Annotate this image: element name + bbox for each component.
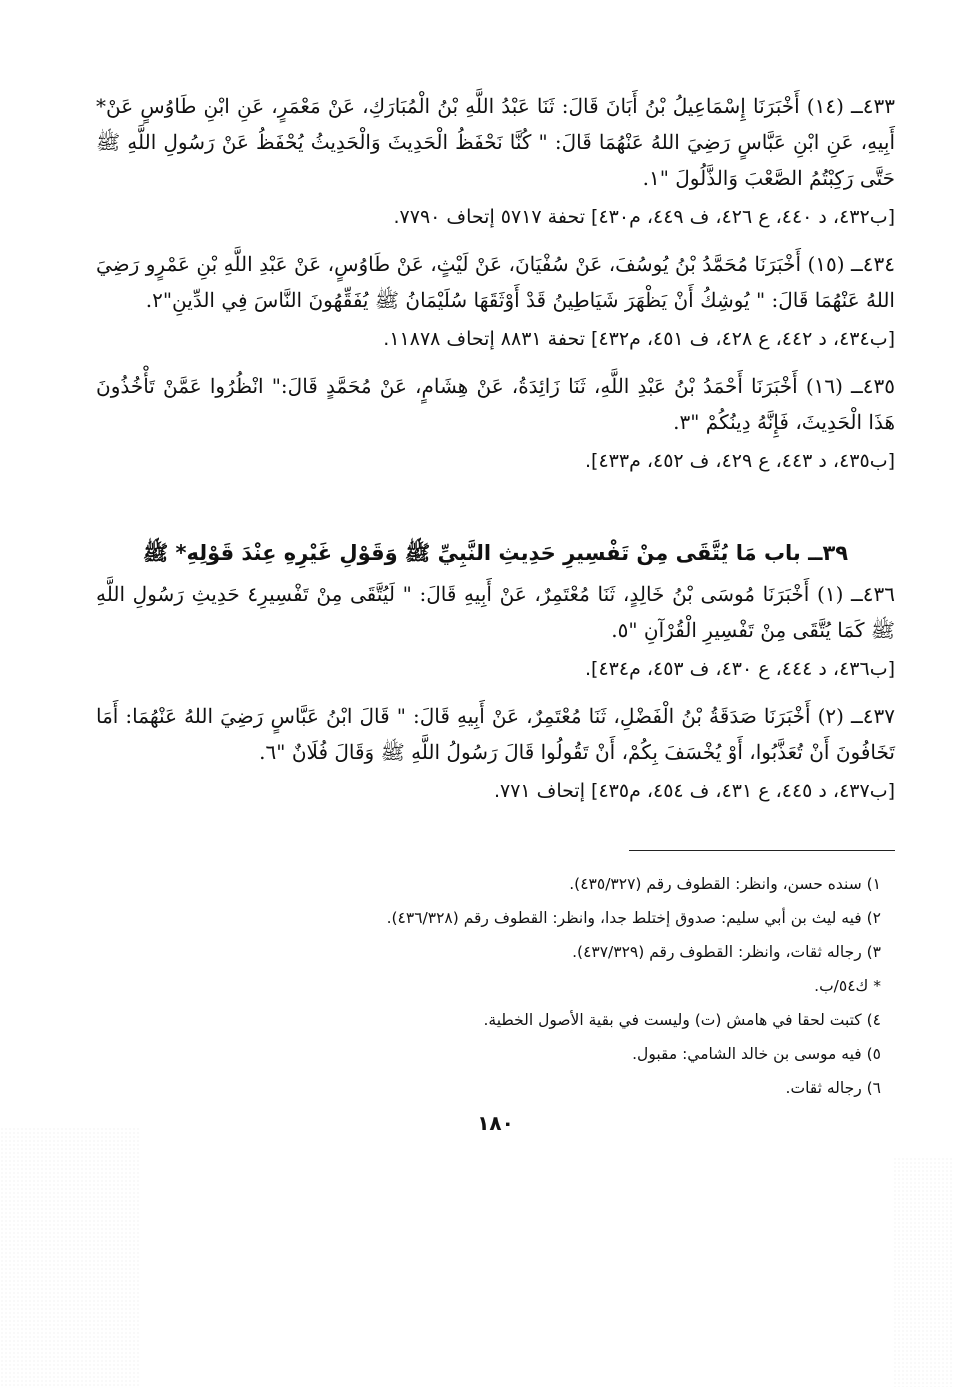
- hadith-text: ٤٣٣ــ (١٤) أَخْبَرَنَا إِسْمَاعِيلُ بْنُ أَبَانَ قَالَ: ثَنَا عَبْدُ اللَّهِ بْنُ الْمُبَارَكِ، عَنْ مَعْمَرٍ، عَنِ ابْنِ طَاوُسٍ عَنْ* أَبِيهِ، عَنِ ابْنِ عَبَّاسٍ رَضِيَ اللهُ عَنْهُمَا قَالَ: " كُنَّا نَحْفَظُ الْحَدِيثَ وَالْحَدِيثُ يُحْفَظُ عَنْ رَسُولِ اللَّهِ ﷺ حَتَّى رَكِبْتُمُ الصَّعْبَ وَالذَّلُولَ "١.: [96, 94, 895, 190]
- hadith-reference: [ب٤٣٤، د ٤٤٢، ع ٤٢٨، ف ٤٥١، م٤٣٢] تحفة ٨٨٣١ إتحاف ١١٨٧٨.: [383, 328, 895, 350]
- hadith-text: ٤٣٤ــ (١٥) أَخْبَرَنَا مُحَمَّدُ بْنُ يُوسُفَ، عَنْ سُفْيَانَ، عَنْ لَيْثٍ، عَنْ طَاوُسٍ، عَنْ عَبْدِ اللَّهِ بْنِ عَمْرٍو رَضِيَ اللهُ عَنْهُمَا قَالَ: " يُوشِكُ أَنْ يَظْهَرَ شَيَاطِينُ قَدْ أَوْثَقَهَا سُلَيْمَانُ ﷺ يُفَقِّهُونَ النَّاسَ فِي الدِّينِ"٢.: [96, 252, 895, 312]
- footnote-divider: [629, 850, 895, 851]
- hadith-reference: [ب٤٣٥، د ٤٤٣، ع ٤٢٩، ف ٤٥٢، م٤٣٣].: [585, 450, 895, 472]
- footnote: ٤) كتبت لحقا في هامش (ت) وليست في بقية الأصول الخطية.: [483, 1011, 881, 1029]
- paper-texture: [0, 1127, 140, 1387]
- hadith-reference: [ب٤٣٧، د ٤٤٥، ع ٤٣١، ف ٤٥٤، م٤٣٥] إتحاف ٧٧١.: [493, 780, 895, 802]
- footnote: ٦) رجاله ثقات.: [785, 1079, 881, 1097]
- hadith-text: ٤٣٥ــ (١٦) أَخْبَرَنَا أَحْمَدُ بْنُ عَبْدِ اللَّهِ، ثَنَا زَائِدَةُ، عَنْ هِشَامٍ، عَنْ مُحَمَّدٍ قَالَ:" انْظُرُوا عَمَّنْ تَأْخُذُونَ هَذَا الْحَدِيثَ، فَإِنَّهُ دِينُكُمْ "٣.: [96, 374, 895, 434]
- hadith-block: [96, 88, 895, 234]
- hadith-reference: [ب٤٣٢، د ٤٤٠، ع ٤٢٦، ف ٤٤٩، م٤٣٠] تحفة ٥٧١٧ إتحاف ٧٧٩٠.: [393, 206, 895, 228]
- chapter-heading: ٣٩ــ باب مَا يُتَّقَى مِنْ تَفْسِيرِ حَدِيثِ النَّبِيِّ ﷺ وَقَوْلِ غَيْرِهِ عِنْدَ قَوْلِهِ* ﷺ: [142, 541, 849, 565]
- hadith-text: ٤٣٦ــ (١) أَخْبَرَنَا مُوسَى بْنُ خَالِدٍ، ثَنَا مُعْتَمِرٌ، عَنْ أَبِيهِ قَالَ: " لَيُتَّقَى مِنْ تَفْسِيرِ٤ حَدِيثِ رَسُولِ اللَّهِ ﷺ كَمَا يُتَّقَى مِنْ تَفْسِيرِ الْقُرْآنِ "٥.: [96, 582, 895, 642]
- hadith-block: [96, 246, 895, 356]
- hadith-block: [96, 576, 895, 686]
- hadith-block: [96, 368, 895, 478]
- paper-texture: [893, 1157, 953, 1387]
- footnote: * ك٥٤/ب.: [814, 977, 881, 995]
- footnote: ٢) فيه ليث بن أبي سليم: صدوق إختلط جدا، وانظر: القطوف رقم (٤٣٦/٣٢٨).: [386, 909, 881, 927]
- hadith-block: [96, 698, 895, 808]
- hadith-reference: [ب٤٣٦، د ٤٤٤، ع ٤٣٠، ف ٤٥٣، م٤٣٤].: [585, 658, 895, 680]
- page-number: ١٨٠: [477, 1111, 514, 1135]
- footnotes: [96, 867, 881, 1105]
- footnote: ١) سنده حسن، وانظر: القطوف رقم (٤٣٥/٣٢٧).: [569, 875, 881, 893]
- footnote: ٣) رجاله ثقات، وانظر: القطوف رقم (٤٣٧/٣٢٩).: [572, 943, 881, 961]
- hadith-text: ٤٣٧ــ (٢) أَخْبَرَنَا صَدَقَةُ بْنُ الْفَضْلِ، ثَنَا مُعْتَمِرٌ، عَنْ أَبِيهِ قَالَ: " قَالَ ابْنُ عَبَّاسٍ رَضِيَ اللهُ عَنْهُمَا: أَمَا تَخَافُونَ أَنْ تُعَذَّبُوا، أَوْ يُخْسَفَ بِكُمْ، أَنْ تَقُولُوا قَالَ رَسُولُ اللَّهِ ﷺ وَقَالَ فُلَانٌ "٦.: [96, 704, 895, 764]
- footnote: ٥) فيه موسى بن خالد الشامي: مقبول.: [632, 1045, 881, 1063]
